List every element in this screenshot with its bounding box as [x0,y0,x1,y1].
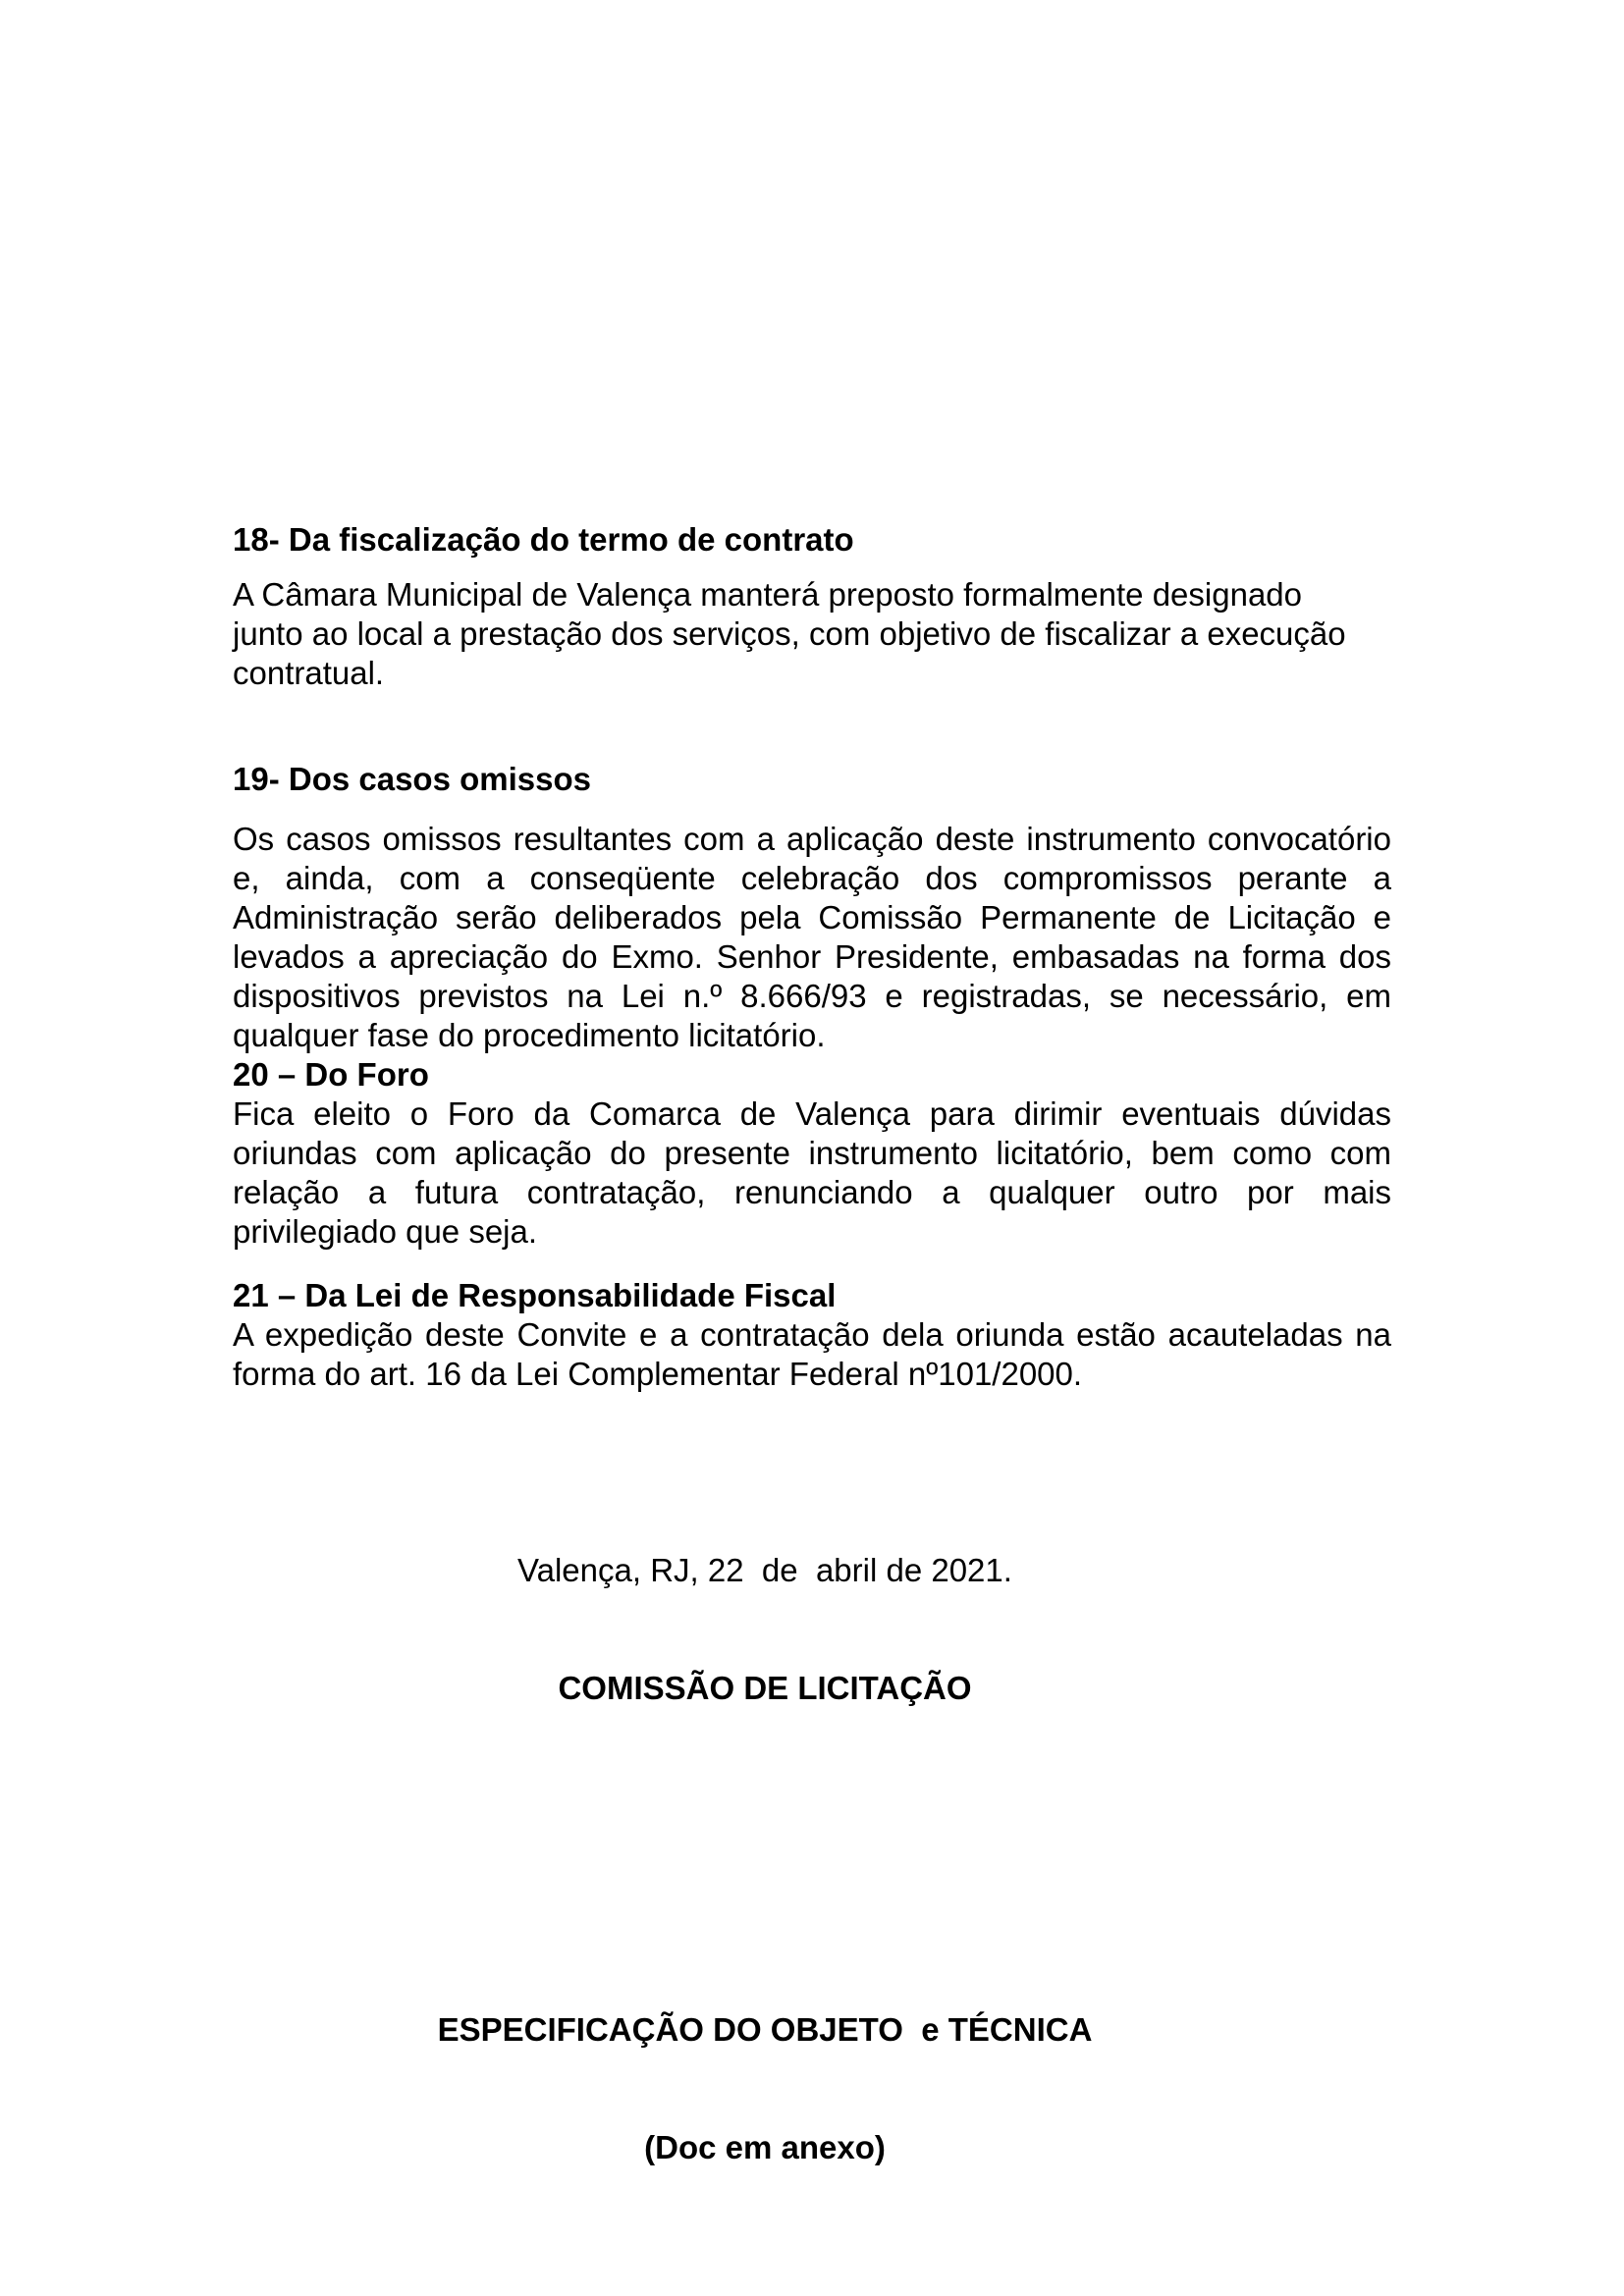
paragraph-line: junto ao local a prestação dos serviços, com objetivo de fiscalizar a execução [233,615,1346,652]
section-18 [233,520,1391,693]
annex-block [233,1932,1391,2246]
section-20-paragraph [233,1095,1391,1252]
section-19-paragraph [233,820,1391,1055]
section-19 [233,760,1391,1055]
section-21-heading: 21 – Da Lei de Responsabilidade Fiscal [233,1277,837,1313]
paragraph-line: A Câmara Municipal de Valença manterá preposto formalmente designado [233,576,1302,613]
paragraph-line: Os casos omissos resultantes com a aplicação deste instrumento convocatório [233,821,1391,857]
closing-block [233,1472,1391,1787]
paragraph-line: oriundas com aplicação do presente instrumento licitatório, bem como com [233,1135,1391,1171]
paragraph-line: forma do art. 16 da Lei Complementar Federal nº101/2000. [233,1356,1083,1392]
paragraph-line: levados a apreciação do Exmo. Senhor Presidente, embasadas na forma dos [233,938,1391,975]
section-18-heading: 18- Da fiscalização do termo de contrato [233,521,854,558]
section-21 [233,1276,1391,1394]
paragraph-line: Administração serão deliberados pela Comissão Permanente de Licitação e [233,899,1391,935]
section-20 [233,1055,1391,1252]
section-21-paragraph [233,1315,1391,1394]
annex-subtitle-line: (Doc em anexo) [644,2129,886,2165]
section-19-heading: 19- Dos casos omissos [233,761,591,797]
paragraph-line: qualquer fase do procedimento licitatório. [233,1017,826,1053]
closing-committee-line: COMISSÃO DE LICITAÇÃO [558,1670,972,1706]
paragraph-line: Fica eleito o Foro da Comarca de Valença para dirimir eventuais dúvidas [233,1095,1391,1132]
page-content [233,520,1391,2246]
paragraph-line: privilegiado que seja. [233,1213,538,1250]
closing-date-line: Valença, RJ, 22 de abril de 2021. [517,1552,1012,1588]
paragraph-line: contratual. [233,655,385,691]
paragraph-line: A expedição deste Convite e a contratação dela oriunda estão acauteladas na [233,1316,1391,1353]
section-18-paragraph [233,575,1391,693]
paragraph-line: dispositivos previstos na Lei n.º 8.666/93 e registradas, se necessário, em [233,978,1391,1014]
annex-title-line: ESPECIFICAÇÃO DO OBJETO e TÉCNICA [437,2011,1093,2048]
section-20-heading: 20 – Do Foro [233,1056,429,1093]
paragraph-line: relação a futura contratação, renunciando a qualquer outro por mais [233,1174,1391,1210]
paragraph-line: e, ainda, com a conseqüente celebração dos compromissos perante a [233,860,1391,896]
